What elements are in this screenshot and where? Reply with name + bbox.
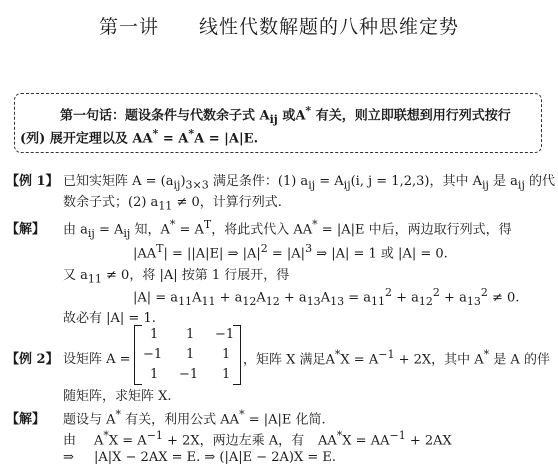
solution-1-line-2: $|AA^T| = ||A|E|$ ⇒ $|A|^2 = |A|^3$ ⇒ |A| = 1 或 |A| = 0. bbox=[133, 242, 448, 262]
matrix-left-bracket bbox=[134, 325, 142, 385]
solution-2-line-1: 题设与 A* 有关，利用公式 AA* = |A|E 化简. bbox=[63, 408, 326, 428]
solution-2-line-3: |A|X − 2AX = E. ⇒ (|A|E − 2A)X = E. bbox=[94, 450, 337, 465]
matrix-right-bracket bbox=[233, 325, 241, 385]
matrix-cell: −1 bbox=[179, 367, 199, 382]
page-title: 第一讲 线性代数解题的八种思维定势 bbox=[98, 16, 459, 38]
matrix-cell: 1 bbox=[150, 327, 159, 342]
example-2-line-1: ，矩阵 X 满足$A^*X = A^{-1} + 2X$，其中 A* 是 A 的伴 bbox=[243, 348, 550, 368]
matrix-cell: 1 bbox=[150, 367, 159, 382]
example-1-tag: 【例 1】 bbox=[6, 174, 59, 189]
example-1-line-1: 已知实矩阵 $A = (a_{ij})_{3\times 3}$ 满足条件：(1) $a_{ij} = A_{ij}(i$, j = 1,2,3)，其中 $A_{ij}$ 是 $a_{ij}$ 的代 bbox=[63, 174, 555, 192]
callout-line-2: (列) 展开定理以及 AA* = A*A = |A|E. bbox=[20, 127, 259, 147]
example-1-line-2: 数余子式；(2) $a_{11} \ne 0$，计算行列式. bbox=[63, 195, 282, 213]
solution-2-line-2-lead: 由 bbox=[63, 433, 77, 448]
example-2-tag: 【例 2】 bbox=[6, 352, 59, 367]
matrix-cell: 1 bbox=[222, 367, 231, 382]
example-2-prefix: 设矩阵 A = bbox=[63, 352, 131, 367]
callout-line-1: 第一句话：题设条件与代数余子式 $A_{ij}$ 或A* 有关，则立即联想到用行列式按行 bbox=[60, 104, 511, 126]
solution-2-line-2-result: $AA^*X = AA^{-1} + 2AX$ bbox=[318, 429, 452, 449]
solution-1-line-5: 故必有 |A| = 1. bbox=[63, 311, 156, 326]
example-2-line-2: 随矩阵，求矩阵 X. bbox=[63, 389, 172, 404]
solution-1-tag: 【解】 bbox=[6, 222, 46, 237]
matrix-cell: 1 bbox=[186, 327, 195, 342]
solution-1-line-4: $|A| = a_{11}A_{11} + a_{12}A_{12} + a_{13}A_{13} = a_{11}^2 + a_{12}^2 + a_{13}^2 \ne 0$. bbox=[133, 286, 520, 308]
solution-1-line-1: 由 $a_{ij} = A_{ij}$ 知，$A^* = A^T$，将此式代入 AA* = |A|E 中后，两边取行列式，得 bbox=[63, 218, 512, 240]
matrix-cell: −1 bbox=[143, 347, 163, 362]
matrix-cell: 1 bbox=[186, 347, 195, 362]
solution-2-line-3-arrow: ⇒ bbox=[63, 450, 74, 465]
solution-1-line-3: 又 $a_{11} \ne 0$，将 |A| 按第 1 行展开，得 bbox=[63, 268, 290, 286]
solution-2-line-2: $A^*X = A^{-1} + 2X$，两边左乘 A，有 bbox=[94, 429, 305, 449]
matrix-cell: 1 bbox=[222, 347, 231, 362]
matrix-cell: −1 bbox=[215, 327, 235, 342]
solution-2-tag: 【解】 bbox=[6, 412, 46, 427]
